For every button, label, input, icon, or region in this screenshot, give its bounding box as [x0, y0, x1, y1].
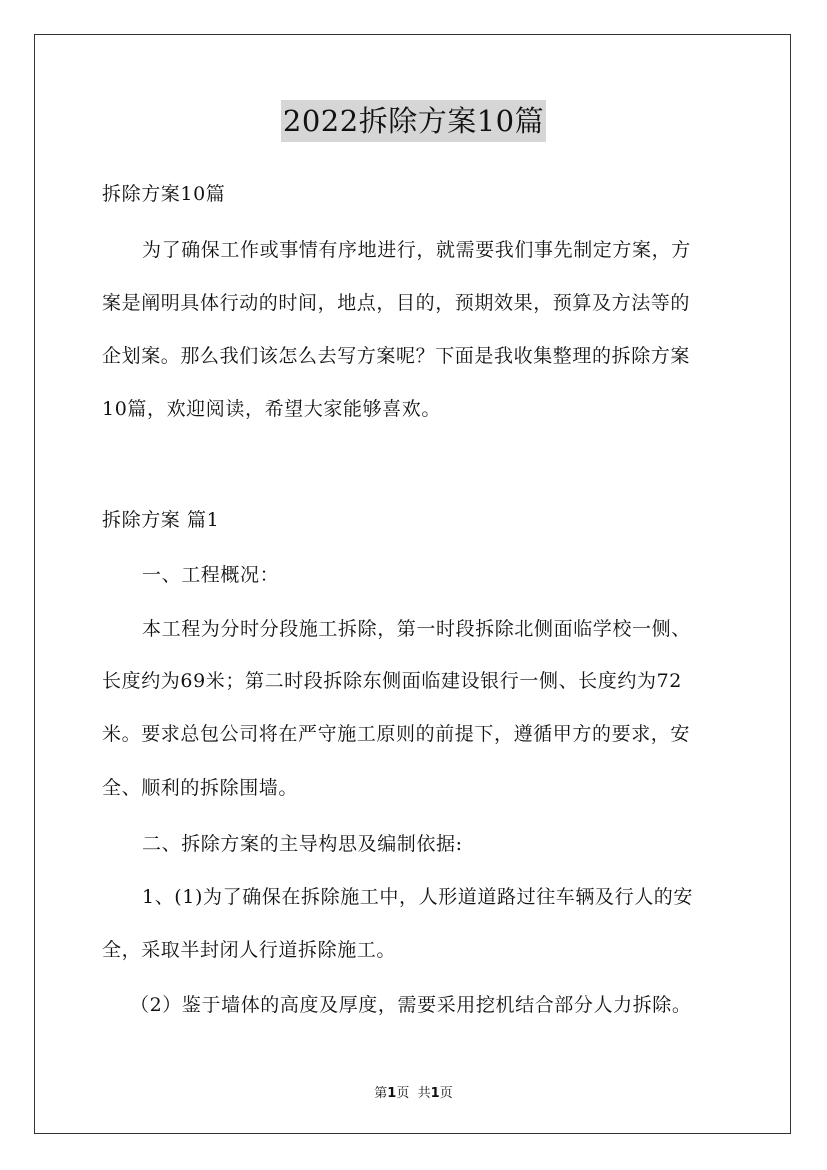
page-prefix: 第: [374, 1086, 388, 1101]
total-pages: 1: [430, 1086, 440, 1101]
part2-line-3: （2）鉴于墙体的高度及厚度，需要采用挖机结合部分人力拆除。: [130, 994, 692, 1016]
document-title: 2022拆除方案10篇: [281, 100, 546, 142]
intro-line-4: 10篇，欢迎阅读，希望大家能够喜欢。: [102, 398, 441, 420]
part1-line-3: 米。要求总包公司将在严守施工原则的前提下，遵循甲方的要求，安: [102, 723, 691, 745]
part1-line-1: 本工程为分时分段施工拆除，第一时段拆除北侧面临学校一侧、: [142, 618, 691, 640]
part2-line-2: 全，采取半封闭人行道拆除施工。: [102, 939, 397, 961]
intro-line-1: 为了确保工作或事情有序地进行，就需要我们事先制定方案，方: [142, 239, 691, 261]
page-suffix: 页: [396, 1086, 410, 1101]
document-subtitle: 拆除方案10篇: [102, 183, 226, 205]
page-number: 1: [387, 1086, 397, 1101]
part1-line-4: 全、顺利的拆除围墙。: [102, 777, 299, 799]
part1-heading: 一、工程概况：: [142, 564, 280, 586]
part1-line-2: 长度约为69米；第二时段拆除东侧面临建设银行一侧、长度约为72: [102, 670, 682, 692]
page-footer: [0, 1082, 827, 1101]
part2-line-1: 1、(1)为了确保在拆除施工中，人形道道路过往车辆及行人的安: [142, 886, 694, 908]
total-prefix: 共: [417, 1086, 431, 1101]
intro-line-3: 企划案。那么我们该怎么去写方案呢？下面是我收集整理的拆除方案: [102, 345, 691, 367]
intro-line-2: 案是阐明具体行动的时间，地点，目的，预期效果，预算及方法等的: [102, 292, 691, 314]
total-suffix: 页: [439, 1086, 453, 1101]
title-container: [0, 100, 827, 142]
part2-heading: 二、拆除方案的主导构思及编制依据:: [142, 833, 463, 855]
section-heading: 拆除方案 篇1: [102, 509, 220, 531]
